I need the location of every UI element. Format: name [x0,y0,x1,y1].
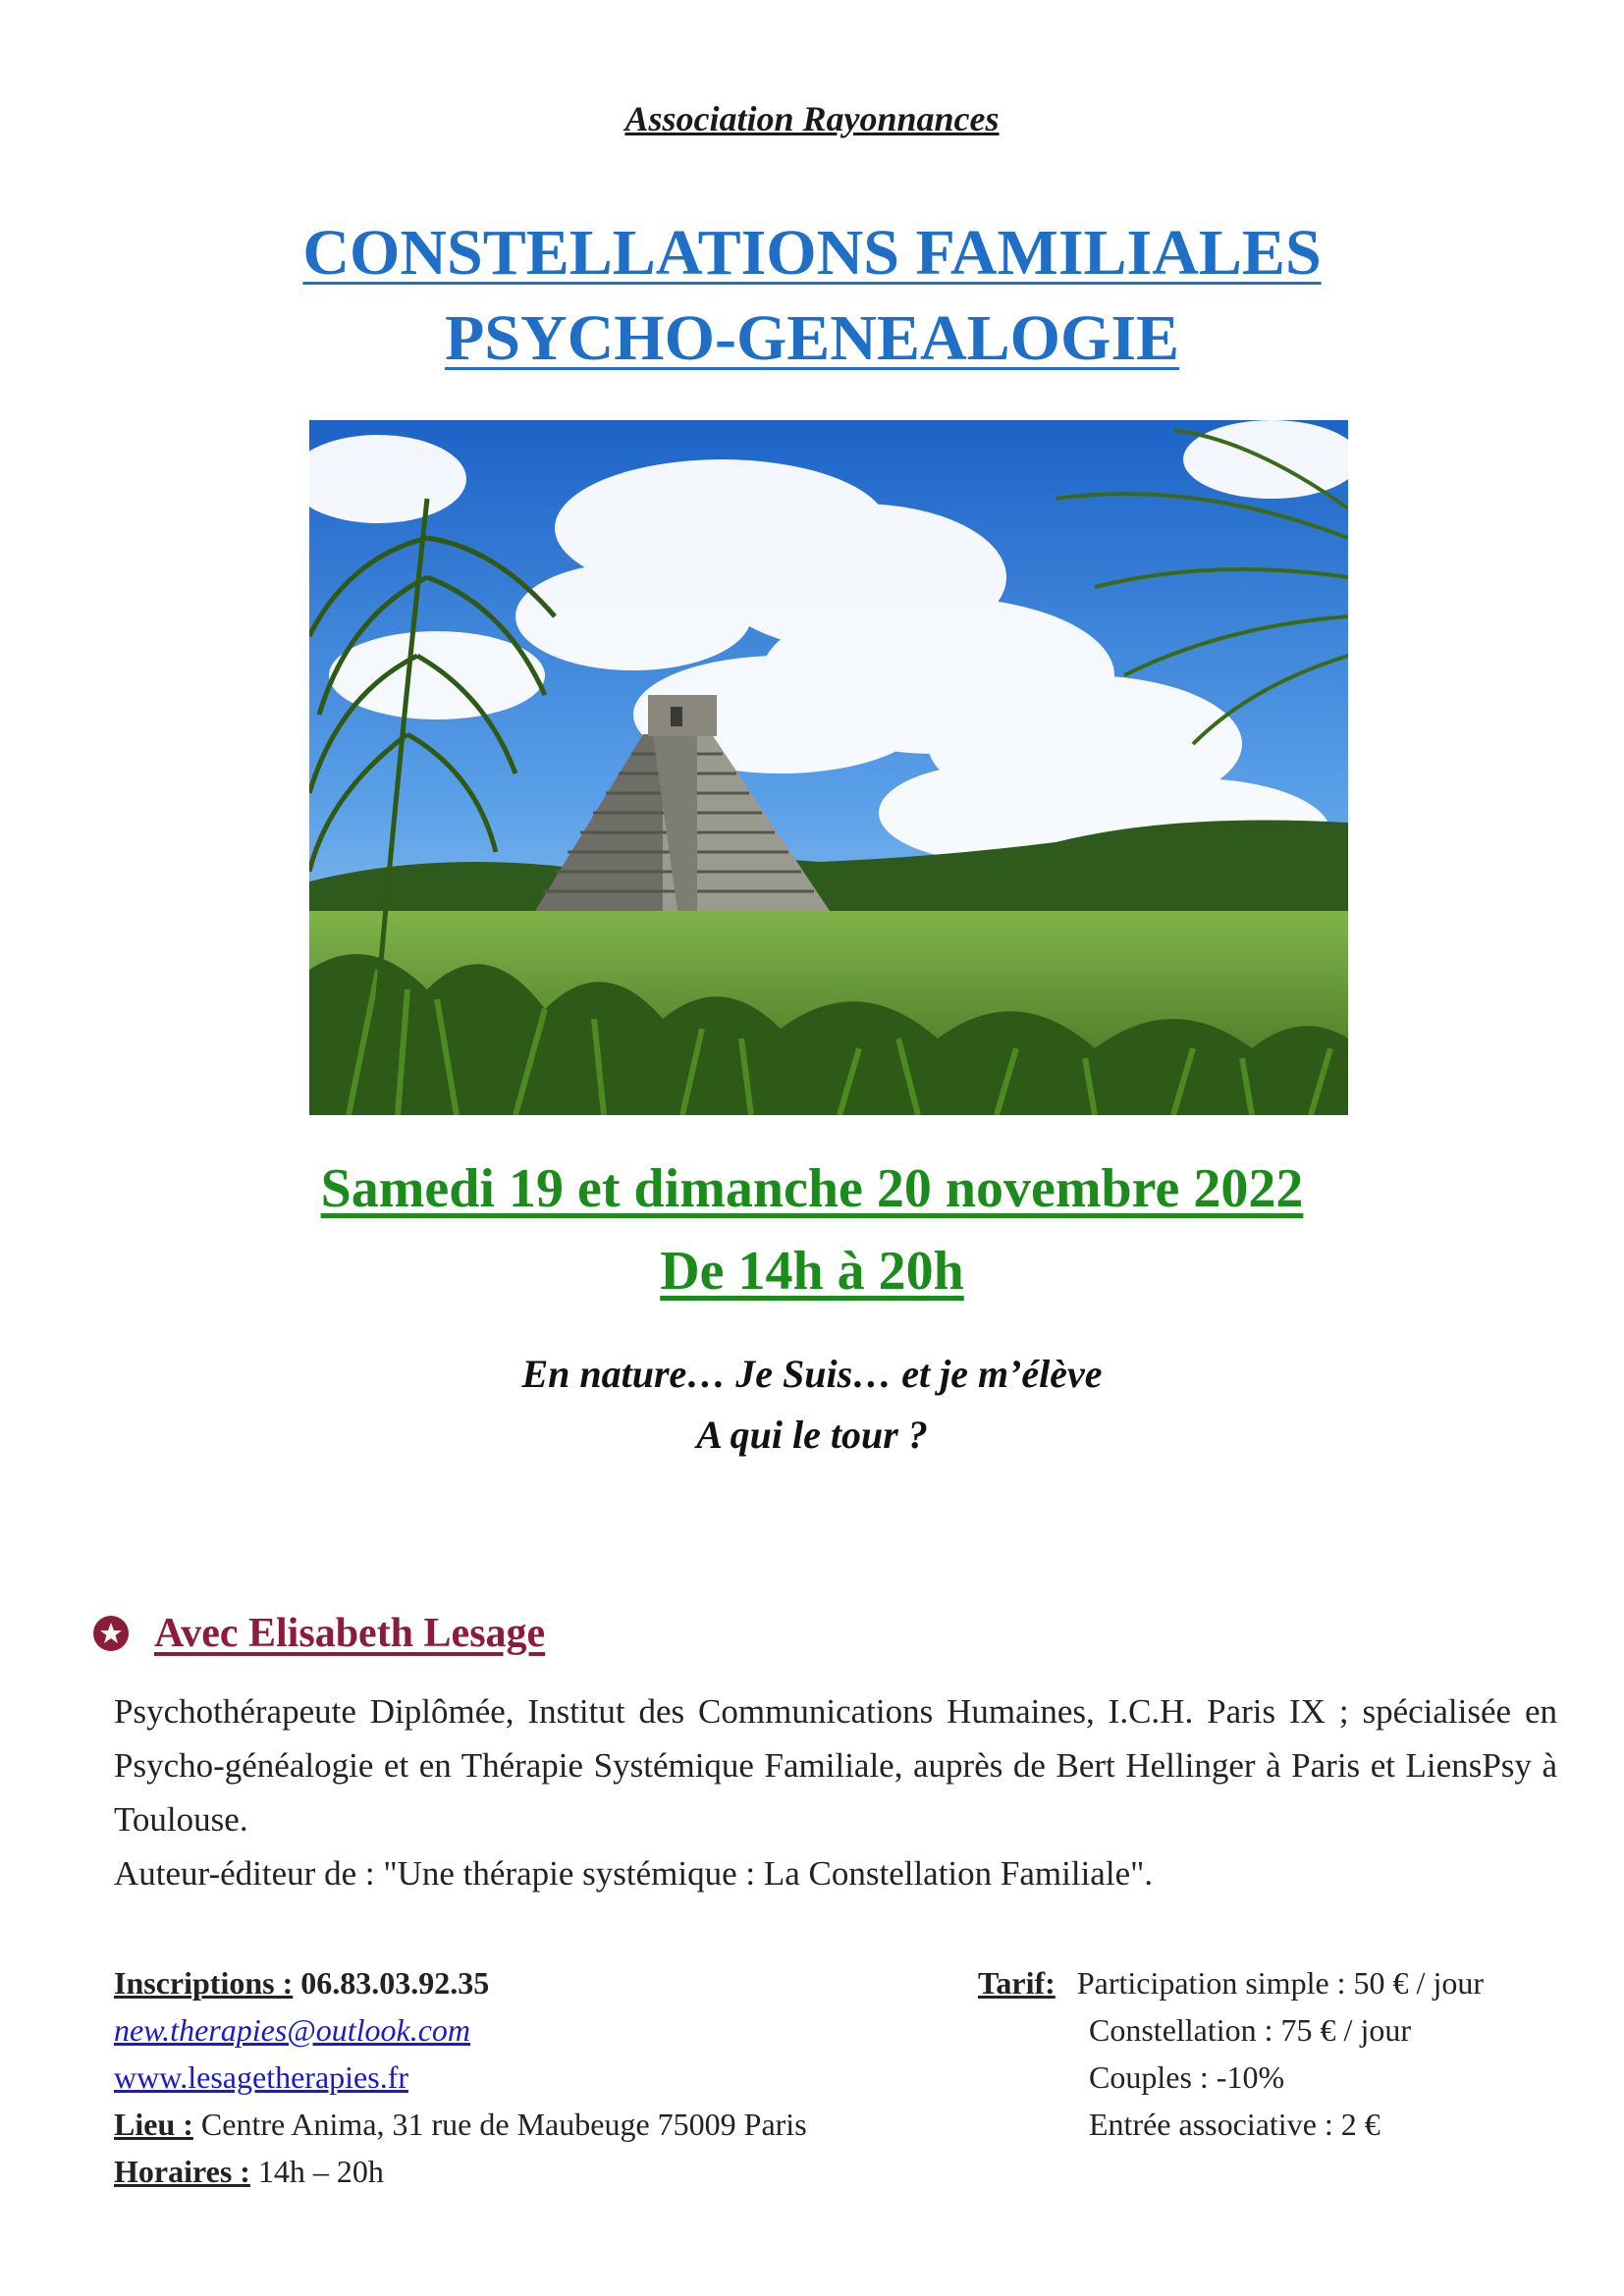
horaires-label: Horaires : [114,2154,250,2189]
bio-paragraph: Psychothérapeute Diplômée, Institut des Communications Humaines, I.C.H. Paris IX ; spécialisée en Psycho-généalogie et en Thérapie Systémique Familiale, auprès de Bert Hellinger à Paris et LiensPsy à Toulouse. [114,1692,1557,1839]
speaker-bio [114,1684,1557,1900]
event-dates: Samedi 19 et dimanche 20 novembre 2022 [320,1158,1304,1219]
inscriptions-label: Inscriptions : [114,1965,294,2001]
lieu-address: Centre Anima, 31 rue de Maubeuge 75009 Paris [200,2107,807,2142]
tarif-item: Entrée associative : 2 € [1089,2107,1380,2142]
main-title: CONSTELLATIONS FAMILIALES [302,217,1322,289]
subtitle: PSYCHO-GENEALOGIE [444,302,1180,374]
inscriptions-row [114,1959,807,2006]
email-link[interactable]: new.therapies@outlook.com [114,2012,470,2048]
speaker-name: Avec Elisabeth Lesage [154,1611,546,1656]
tarif-item: Constellation : 75 € / jour [1089,2012,1411,2048]
tarif-block [978,1959,1484,2148]
bio-publication: Auteur-éditeur de : "Une thérapie systémique : La Constellation Familiale". [114,1854,1154,1893]
tagline-line1: En nature… Je Suis… et je m’élève [521,1352,1103,1396]
horaires-value: 14h – 20h [257,2154,384,2189]
lieu-row [114,2101,807,2148]
pyramid-photo [309,420,1348,1115]
horaires-row [114,2148,807,2195]
event-hours: De 14h à 20h [660,1241,964,1302]
speaker-heading [93,1610,545,1657]
association-name: Association Rayonnances [624,99,1000,138]
tagline-line2: A qui le tour ? [696,1413,928,1457]
phone-number[interactable]: 06.83.03.92.35 [300,1965,490,2001]
contact-block [114,1959,807,2195]
tarif-label: Tarif: [978,1965,1056,2001]
tarif-item: Participation simple : 50 € / jour [1076,1965,1484,2001]
star-bullet-icon [93,1616,129,1651]
tarif-item: Couples : -10% [1089,2059,1285,2095]
website-link[interactable]: www.lesagetherapies.fr [114,2059,409,2095]
lieu-label: Lieu : [114,2107,193,2142]
